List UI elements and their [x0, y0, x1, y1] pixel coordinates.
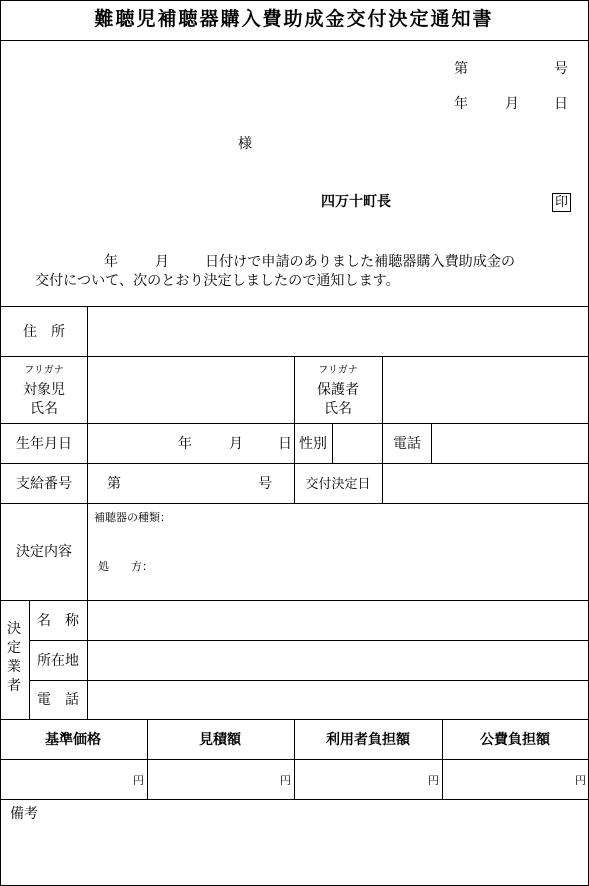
- birth-year: 年: [178, 436, 192, 452]
- seal-mark: 印: [552, 193, 571, 212]
- guardian-label-2: 氏名: [324, 401, 352, 417]
- rule-guardian-left: [294, 356, 295, 503]
- body-year: 年: [104, 254, 118, 270]
- vendor-name-field[interactable]: [90, 603, 585, 637]
- birth-day: 日: [278, 436, 292, 452]
- rule-title: [0, 40, 589, 41]
- issuer-name: 四万十町長: [321, 194, 391, 210]
- address-label: 住 所: [23, 324, 65, 340]
- base-price-label: 基準価格: [45, 732, 101, 748]
- payment-dai: 第: [107, 476, 121, 492]
- body-month: 月: [155, 254, 169, 270]
- document-title: 難聴児補聴器購入費助成金交付決定通知書: [94, 8, 494, 30]
- child-label-1: 対象児: [23, 382, 65, 398]
- public-share-label: 公費負担額: [480, 732, 550, 748]
- guardian-label-1: 保護者: [317, 382, 359, 398]
- remarks-label: 備考: [10, 806, 38, 822]
- rule-phone-left: [382, 423, 383, 463]
- phone-field[interactable]: [434, 426, 586, 460]
- date-year: 年: [454, 96, 468, 112]
- rule-label-column: [87, 306, 88, 719]
- rule-vendor-group: [29, 600, 30, 719]
- rule-price-col-2: [294, 719, 295, 799]
- decision-date-label: 交付決定日: [305, 477, 371, 492]
- vendor-phone-label: 電 話: [37, 692, 79, 708]
- rule-payment-bottom: [0, 503, 589, 504]
- guardian-name-field[interactable]: [385, 359, 586, 420]
- number-go: 号: [554, 61, 568, 77]
- number-dai: 第: [454, 61, 468, 77]
- rule-price-col-1: [147, 719, 148, 799]
- phone-label: 電話: [393, 436, 421, 452]
- gender-field[interactable]: [335, 426, 379, 460]
- user-share-label: 利用者負担額: [326, 732, 410, 748]
- child-name-field[interactable]: [90, 359, 291, 420]
- rule-guardian-right: [382, 356, 383, 423]
- remarks-field[interactable]: [40, 802, 585, 880]
- gender-label: 性別: [299, 436, 327, 452]
- child-furigana: フリガナ: [24, 365, 64, 376]
- estimate-yen: 円: [280, 774, 291, 787]
- rule-vendor-address-bottom: [29, 680, 589, 681]
- vendor-address-label: 所在地: [37, 653, 79, 669]
- device-type-label: 補聴器の種類：: [94, 511, 171, 524]
- vendor-address-field[interactable]: [90, 643, 585, 677]
- guardian-furigana: フリガナ: [318, 365, 358, 376]
- rule-phone-right: [431, 423, 432, 463]
- vendor-group-label: 決定業者: [7, 621, 21, 694]
- rule-decision-bottom: [0, 600, 589, 601]
- vendor-name-label: 名 称: [37, 613, 79, 629]
- decision-date-field[interactable]: [385, 466, 586, 500]
- rule-price-col-3: [442, 719, 443, 799]
- addressee-sama: 様: [238, 136, 252, 152]
- birth-month: 月: [229, 436, 243, 452]
- body-line-1: 日付けで申請のありました補聴器購入費助成金の: [205, 254, 516, 270]
- vendor-phone-field[interactable]: [90, 683, 585, 716]
- rule-address-top: [0, 306, 589, 307]
- date-day: 日: [554, 96, 568, 112]
- public-share-yen: 円: [575, 774, 586, 787]
- rule-gender-value-left: [332, 423, 333, 463]
- body-line-2: 交付について、次のとおり決定しましたので通知します。: [35, 273, 400, 289]
- rule-price-bottom: [0, 799, 589, 800]
- rule-decision-date-right: [382, 463, 383, 503]
- date-month: 月: [505, 96, 519, 112]
- base-price-yen: 円: [133, 774, 144, 787]
- payment-go: 号: [258, 476, 272, 492]
- birth-label: 生年月日: [16, 436, 72, 452]
- payment-no-label: 支給番号: [16, 476, 72, 492]
- address-field[interactable]: [90, 309, 585, 353]
- estimate-label: 見積額: [199, 732, 241, 748]
- child-label-2: 氏名: [30, 401, 58, 417]
- rule-vendor-name-bottom: [29, 640, 589, 641]
- decision-content-label: 決定内容: [16, 544, 72, 560]
- prescription-label: 処 方：: [98, 560, 153, 573]
- user-share-yen: 円: [428, 774, 439, 787]
